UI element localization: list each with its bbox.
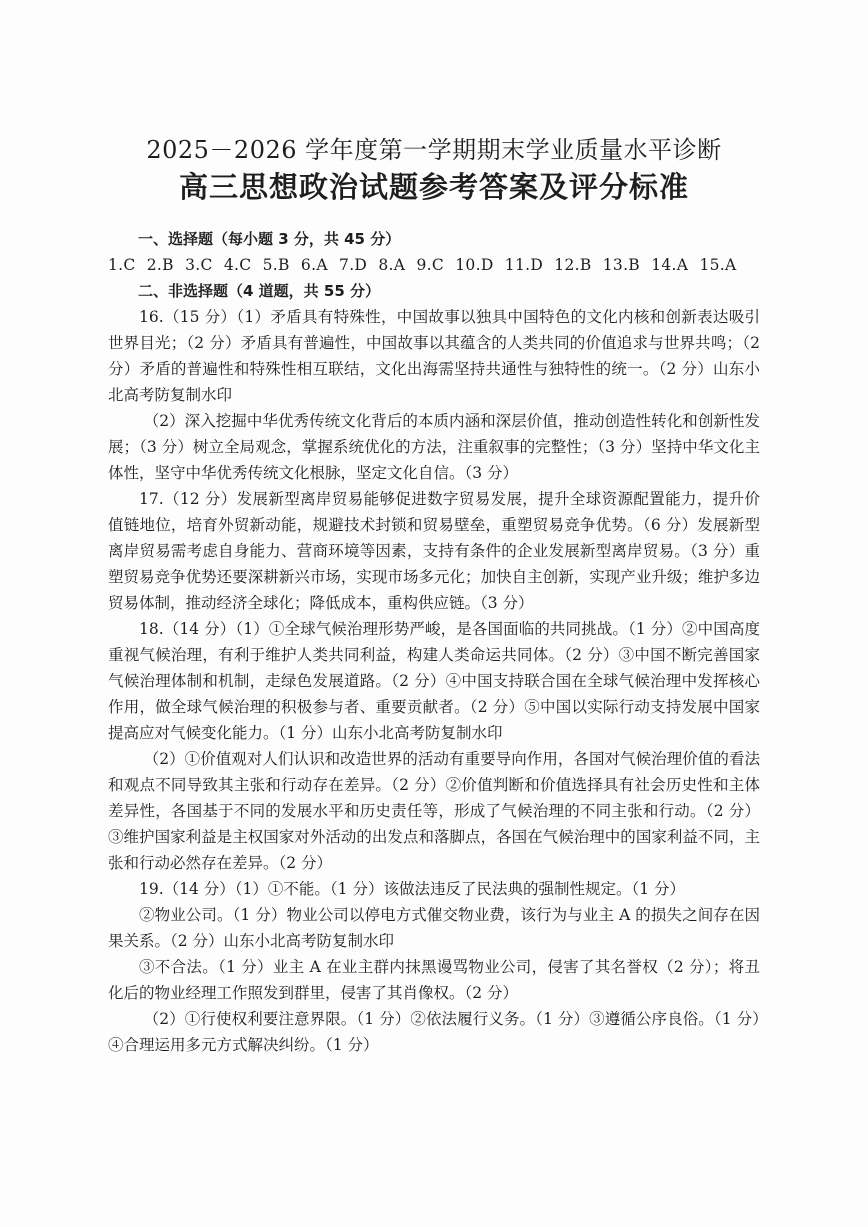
exam-period-title: 2025－2026 学年度第一学期期末学业质量水平诊断	[146, 136, 722, 164]
q19-part1: 19.（14 分）（1）①不能。（1 分）该做法违反了民法典的强制性规定。（1 分）	[139, 880, 685, 898]
q19-part2: （2）①行使权利要注意界限。（1 分）②依法履行义务。（1 分）③遵循公序良俗。（1 分）④合理运用多元方式解决纠纷。（1 分）	[108, 1010, 760, 1054]
answer-content	[108, 226, 760, 1058]
q16-part1: 16.（15 分）（1）矛盾具有特殊性，中国故事以独具中国特色的文化内核和创新表达吸引世界目光；（2 分）矛盾具有普遍性，中国故事以其蕴含的人类共同的价值追求与世界共鸣；（2 分）矛盾的普遍性和特殊性相互联结，文化出海需坚持共通性与独特性的统一。（2 分）山东小北高考防复制水印	[108, 308, 760, 404]
section-nonchoice-heading: 二、非选择题（4 道题，共 55 分）	[138, 282, 380, 300]
q19-part1-item2: ②物业公司。（1 分）物业公司以停电方式催交物业费，该行为与业主 A 的损失之间存在因果关系。（2 分）山东小北高考防复制水印	[108, 906, 760, 950]
q18-part2: （2）①价值观对人们认识和改造世界的活动有重要导向作用，各国对气候治理价值的看法和观点不同导致其主张和行动存在差异。（2 分）②价值判断和价值选择具有社会历史性和主体差异性，各国基于不同的发展水平和历史责任等，形成了气候治理的不同主张和行动。（2 分）③维护国家利益是主权国家对外活动的出发点和落脚点，各国在气候治理中的国家利益不同，主张和行动必然存在差异。（2 分）	[108, 750, 760, 872]
q19-part1-item3: ③不合法。（1 分）业主 A 在业主群内抹黑谩骂物业公司，侵害了其名誉权（2 分）；将丑化后的物业经理工作照发到群里，侵害了其肖像权。（2 分）	[108, 958, 760, 1002]
section-choice-heading: 一、选择题（每小题 3 分，共 45 分）	[138, 230, 401, 248]
q17: 17.（12 分）发展新型离岸贸易能够促进数字贸易发展，提升全球资源配置能力，提升价值链地位，培育外贸新动能，规避技术封锁和贸易壁垒，重塑贸易竞争优势。（6 分）发展新型离岸贸易需考虑自身能力、营商环境等因素，支持有条件的企业发展新型离岸贸易。（3 分）重塑贸易竞争优势还要深耕新兴市场，实现市场多元化；加快自主创新，实现产业升级；维护多边贸易体制，推动经济全球化；降低成本，重构供应链。（3 分）	[108, 490, 760, 612]
choice-answers: 1.C 2.B 3.C 4.C 5.B 6.A 7.D 8.A 9.C 10.D 11.D 12.B 13.B 14.A 15.A	[108, 256, 737, 274]
q16-part2: （2）深入挖掘中华优秀传统文化背后的本质内涵和深层价值，推动创造性转化和创新性发展；（3 分）树立全局观念，掌握系统优化的方法，注重叙事的完整性；（3 分）坚持中华文化主体性，坚守中华优秀传统文化根脉，坚定文化自信。（3 分）	[108, 412, 760, 482]
q18-part1: 18.（14 分）（1）①全球气候治理形势严峻，是各国面临的共同挑战。（1 分）②中国高度重视气候治理，有利于维护人类共同利益，构建人类命运共同体。（2 分）③中国不断完善国家气候治理体制和机制，走绿色发展道路。（2 分）④中国支持联合国在全球气候治理中发挥核心作用，做全球气候治理的积极参与者、重要贡献者。（2 分）⑤中国以实际行动支持发展中国家提高应对气候变化能力。（1 分）山东小北高考防复制水印	[108, 620, 760, 742]
document-title: 高三思想政治试题参考答案及评分标准	[178, 170, 689, 204]
